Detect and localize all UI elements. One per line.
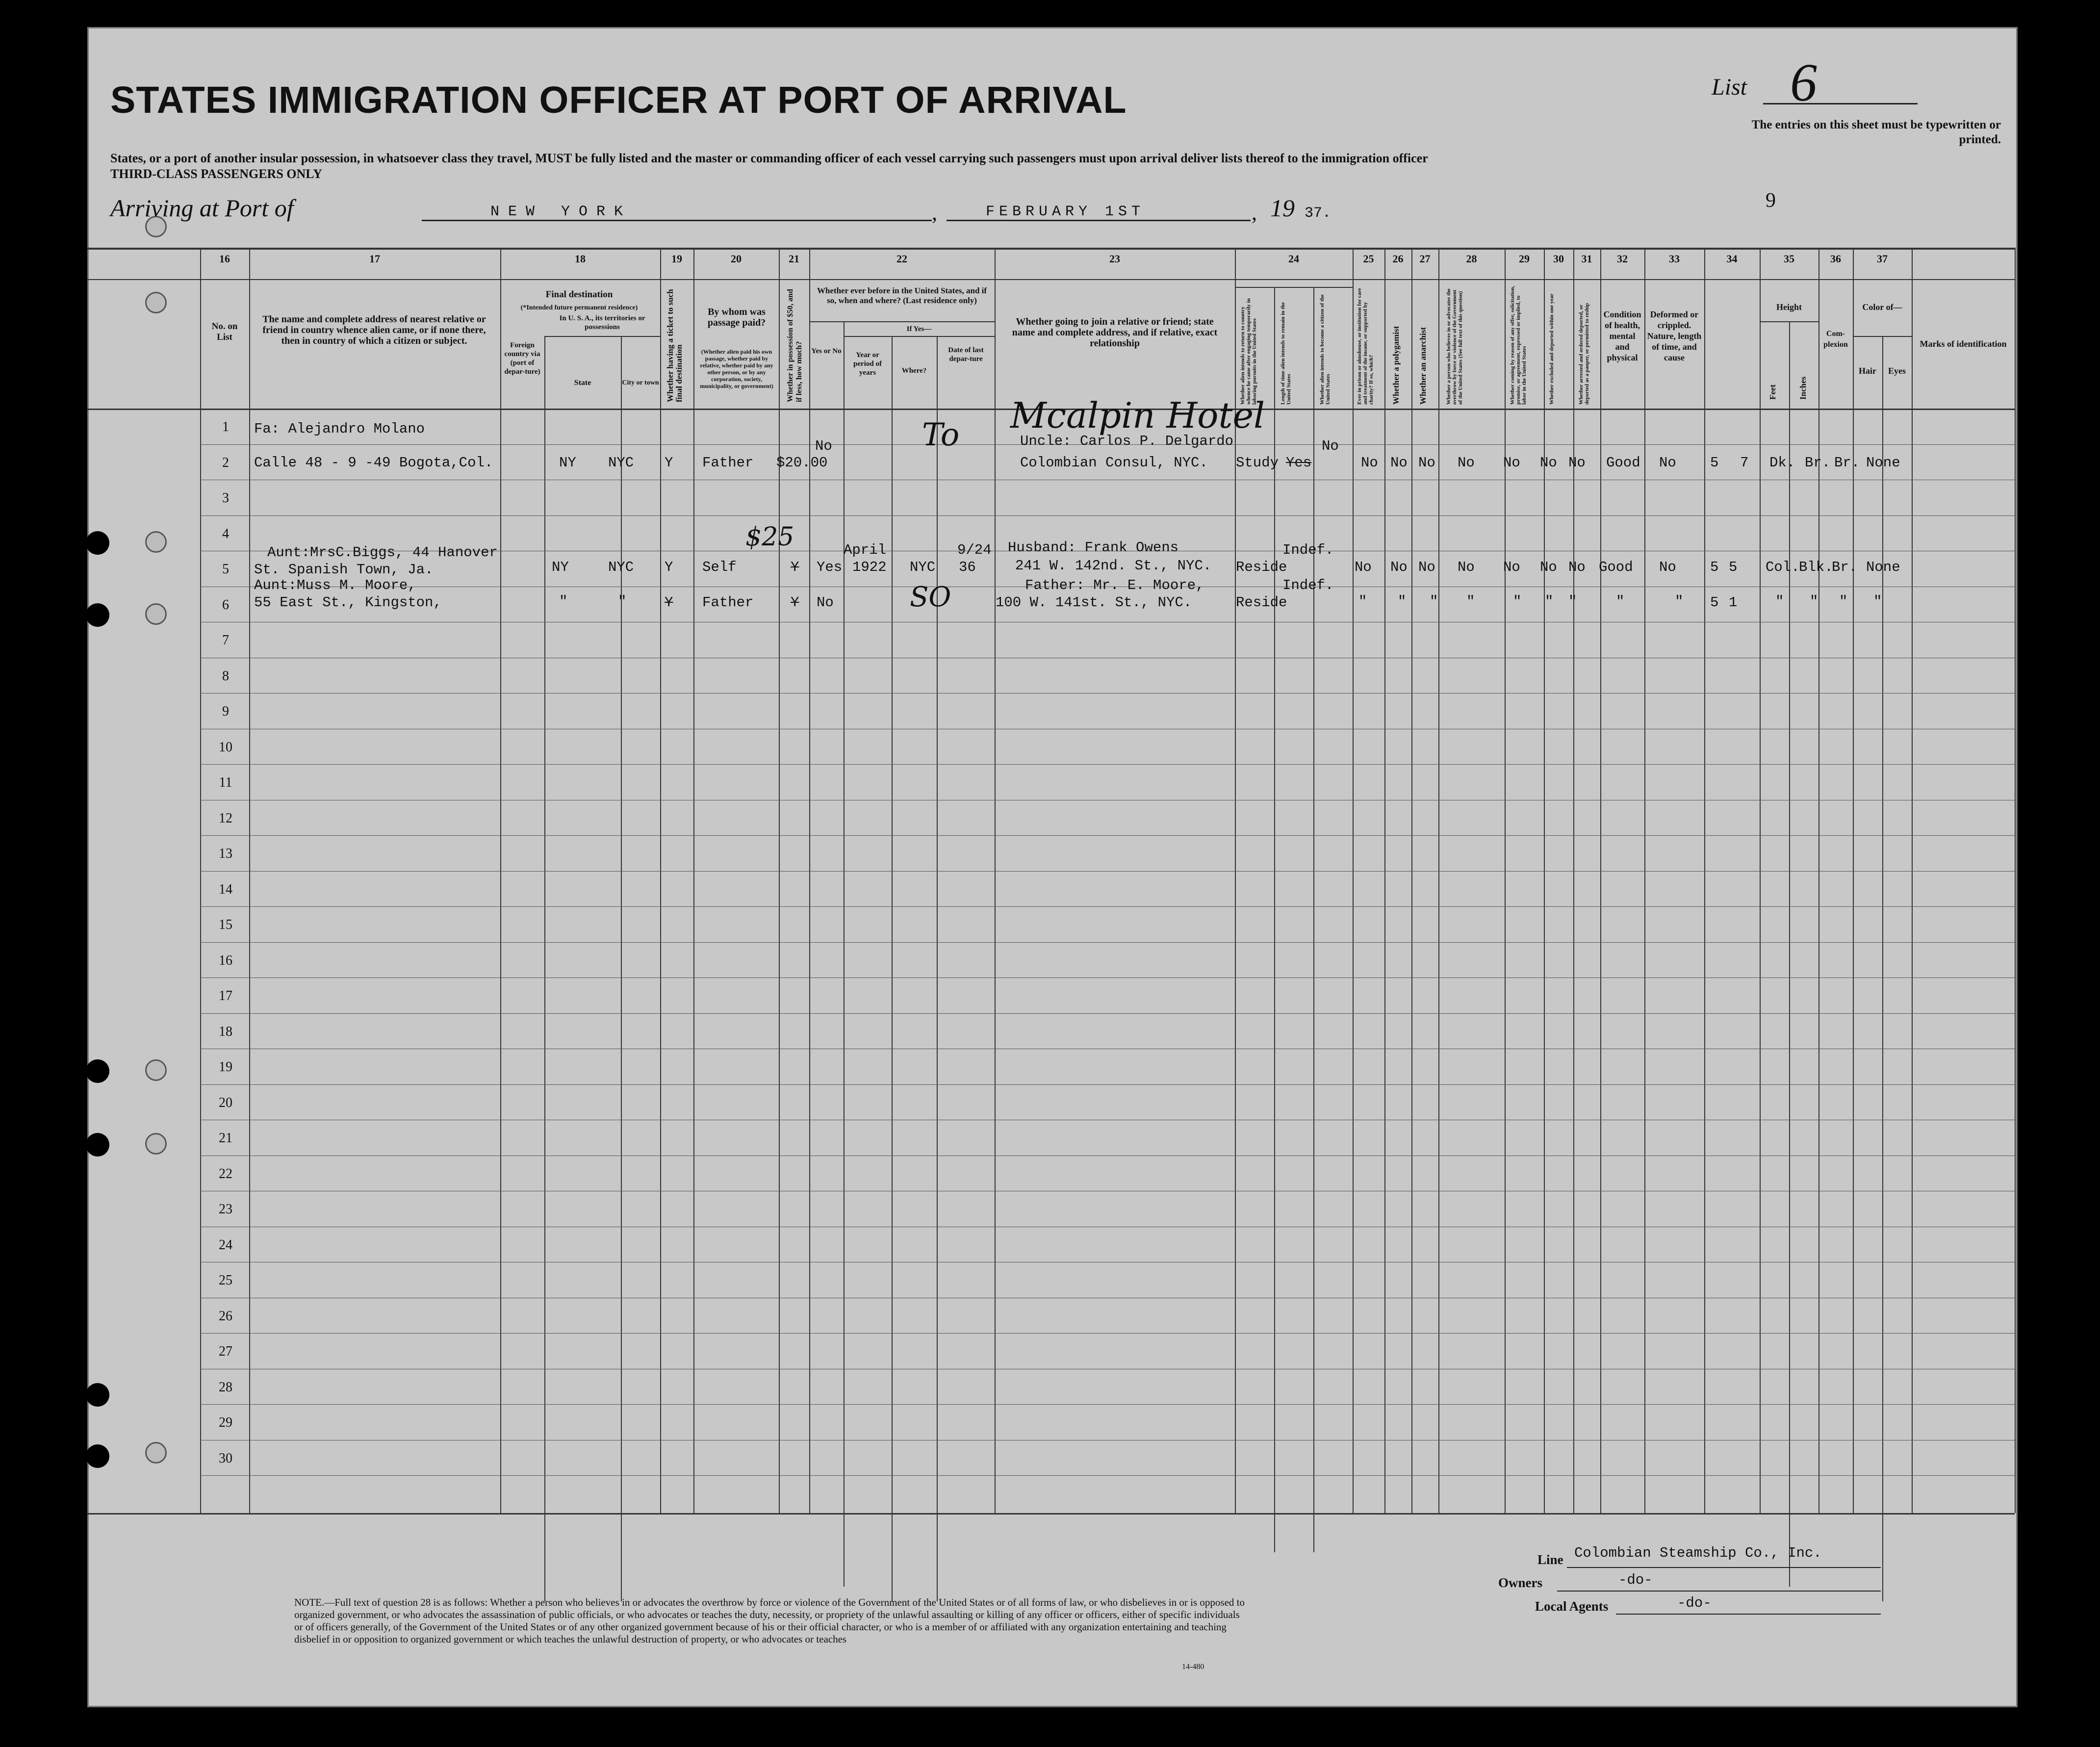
subheader-line [544,336,660,337]
agents-label: Local Agents [1535,1599,1609,1614]
line-value: Colombian Steamship Co., Inc. [1574,1545,1822,1561]
row-divider [200,942,2015,943]
row5-c25-ditto: " [1358,593,1367,610]
header-relative-address: The name and complete address of nearest relative or friend in country whence alien came, or if none there, then in country of which a citizen or subject. [262,314,486,346]
row5-c29-ditto: " [1513,593,1522,610]
row1-join-line2: Colombian Consul, NYC. [1020,455,1208,471]
table-bottom-border [87,1513,2015,1515]
row5-feet: 5 [1710,594,1719,611]
col-number: 25 [1363,253,1374,265]
row-number: 29 [219,1415,232,1430]
row-number: 8 [222,668,229,684]
row-number: 26 [219,1308,232,1324]
col-divider [1853,248,1854,1513]
row5-health-ditto: " [1616,593,1625,610]
header-prison: Ever in prison or almshouse, or institution for care and treatment of the insane, or supported by charity? If so, which? [1357,288,1374,405]
row5-purpose: Reside [1236,594,1287,611]
row4-join-line2: 241 W. 142nd. St., NYC. [1015,558,1212,574]
footer-note: NOTE.—Full text of question 28 is as follows: Whether a person who believes in or advocates the overthrow by force or violence of the Government of the United States or of all forms of law, or who disbelieves in or is opposed to organized government, or who advocates the assassination of public officials, or who advocates or teaches the duty, necessity, or propriety of the unlawful assaulting or killing of any officer or officers, either of specific individuals or of officers generally, of the Government of the United States or of any other organized government because of his or their official character, or who is a member of or affiliated with any organization entertaining and teaching disbelief in or opposition to organized government or which teaches the unlawful destruction of property, or who advocates or teaches [294,1596,1245,1645]
row4-relative-line2: St. Spanish Town, Ja. [254,562,434,578]
list-number: 6 [1790,52,1817,112]
col-number: 20 [731,253,742,265]
row1-money: $20.00 [776,455,828,471]
col-number: 21 [789,253,799,265]
row-divider [200,977,2015,978]
col-number: 35 [1784,253,1794,265]
row1-deformed: No [1659,455,1676,471]
row5-length: Indef. [1282,577,1334,593]
row1-relative-line2: Calle 48 - 9 -49 Bogota,Col. [254,455,493,471]
row1-ticket: Y [665,455,673,471]
colnum-divider [87,279,2015,280]
col-number: 19 [671,253,682,265]
row1-state: NY [559,455,576,471]
col-divider [1789,321,1790,1587]
col-divider [1704,248,1705,1513]
row-number: 12 [219,810,232,826]
col-divider [1544,248,1545,1513]
row5-city-ditto: " [618,593,627,610]
row5-c26-ditto: " [1398,593,1407,610]
row-divider [200,1333,2015,1334]
header-no-on-list: No. on List [211,321,238,342]
header-purpose-length: Length of time alien intends to remain in the United States [1280,302,1292,405]
row5-ticket: Y [665,594,673,611]
col-divider [892,336,893,1601]
col-divider [937,336,938,1601]
row-divider [200,693,2015,694]
row1-purpose-struck: Yes [1286,455,1312,471]
row5-state-ditto: " [559,593,568,610]
col-divider [1818,248,1819,1513]
row-number: 21 [219,1130,232,1146]
col-number: 26 [1392,253,1404,265]
row1-hair: Br. [1805,455,1831,471]
col-number: 27 [1419,253,1431,265]
row1-c31: No [1568,455,1586,471]
row-number: 4 [222,526,229,541]
handwritten-so: SO [910,581,951,613]
col-divider [621,336,622,1601]
row4-length: Indef. [1282,542,1334,558]
row-number: 14 [219,881,232,897]
row1-c26: No [1390,455,1408,471]
comma: , [932,201,937,225]
col-divider [693,248,694,1513]
col-divider [1644,248,1645,1513]
row-number: 28 [219,1379,232,1395]
row5-join-line1: Father: Mr. E. Moore, [1025,577,1204,593]
header-height: Height [1776,302,1802,312]
col-divider [779,248,780,1513]
row-number: 5 [222,562,229,577]
row-number: 9 [222,704,229,719]
row-number: 24 [219,1237,232,1253]
col-divider [1313,287,1314,1552]
row5-before: No [817,594,834,611]
col-number: 36 [1830,253,1841,265]
handwritten-hotel: Mcalpin Hotel [1010,395,1265,436]
row-divider [200,906,2015,907]
list-label: List [1712,74,1747,100]
row-number: 20 [219,1095,232,1110]
row1-c28: No [1458,455,1475,471]
col-number: 17 [369,253,380,265]
row1-c27: No [1418,455,1435,471]
header-city: City or town [622,379,659,386]
col-number: 16 [219,253,230,265]
row-number: 16 [219,952,232,968]
col-divider [660,248,661,1513]
col-number: 37 [1877,253,1888,265]
row1-before: No [815,438,832,454]
row4-hair: Blk. [1799,559,1833,575]
row-number: 27 [219,1344,232,1359]
col-number: 32 [1617,253,1628,265]
row-number: 6 [222,597,229,613]
col-divider [1235,248,1236,1513]
row-divider [200,1475,2015,1476]
row-number: 7 [222,633,229,648]
row4-c28: No [1458,559,1475,575]
col-divider [500,248,501,1513]
col-number: 33 [1669,253,1680,265]
row5-marks-ditto: " [1873,593,1882,610]
line-underline [1567,1567,1881,1568]
header-eyes: Eyes [1888,366,1906,376]
header-deformed: Deformed or crippled. Nature, length of time, and cause [1647,309,1702,362]
header-year: Year or period of years [853,351,882,377]
col-divider [844,321,845,1587]
col-number: 18 [575,253,586,265]
col-divider [544,336,545,1601]
row4-money: Y [791,559,799,575]
row5-inches: 1 [1729,594,1738,611]
row-number: 25 [219,1273,232,1288]
row-number: 15 [219,917,232,932]
header-where: Where? [901,367,927,375]
header-money: Whether in possession of $50, and if less, how much? [786,289,803,402]
row4-relative-line1: Aunt:MrsC.Biggs, 44 Hanover [267,544,498,561]
row-divider [200,764,2015,765]
row4-complexion: Col. [1766,559,1800,575]
row-number: 23 [219,1202,232,1217]
row4-c27: No [1418,559,1435,575]
row4-eyes: Br. [1832,559,1858,575]
row4-date-line2: 36 [959,559,976,575]
header-excluded: Whether excluded and deported within one year [1549,293,1555,405]
header-inches: Inches [1798,376,1808,400]
owners-label: Owners [1498,1575,1542,1590]
row1-citizen: No [1322,438,1339,454]
subtitle: States, or a port of another insular possession, in whatsoever class they travel, MUST be fully listed and the master or commanding officer of each vessel carrying such passengers must upon arrival deliver lists thereof to the immigration officer [110,151,1428,165]
row4-c29: No [1503,559,1520,575]
row-divider [200,871,2015,872]
row4-inches: 5 [1729,559,1738,575]
col-number: 22 [896,253,907,265]
header-ticket: Whether having a ticket to such final destination [666,289,684,402]
col-number: 29 [1519,253,1530,265]
row4-paid-by: Self [702,559,737,575]
row-divider [200,1084,2015,1085]
row4-year-line2: 1922 [852,559,887,575]
row4-purpose: Reside [1236,559,1287,575]
header-yes-no: Yes or No [811,347,842,355]
row1-c29: No [1503,455,1520,471]
subheader-line [844,336,995,337]
row5-c28-ditto: " [1466,593,1475,610]
row-number: 2 [222,455,229,470]
col-divider [1760,248,1761,1513]
row4-deformed: No [1659,559,1676,575]
row-number: 22 [219,1166,232,1182]
row-number: 3 [222,490,229,506]
port-value: NEW YORK [490,204,632,220]
col-divider [1600,248,1601,1513]
row1-c30: No [1540,455,1557,471]
arriving-label: Arriving at Port of [110,194,294,222]
header-passage-paid: By whom was passage paid? [707,307,766,328]
row5-join-line2: 100 W. 141st. St., NYC. [996,594,1192,611]
row-number: 11 [219,775,232,790]
row4-ticket: Y [665,559,673,575]
col-divider [1274,287,1275,1552]
col-divider [1353,248,1354,1513]
row-number: 13 [219,846,232,861]
row-number: 19 [219,1059,232,1075]
row5-relative-line2: 55 East St., Kingston, [254,594,442,611]
row5-paid-by: Father [702,594,754,611]
row5-hair-ditto: " [1810,593,1818,610]
row-divider [200,835,2015,836]
row4-marks: None [1866,559,1900,575]
header-purpose-citizen: Whether alien intends to become a citizen of the United States [1319,294,1331,405]
year-prefix: 19 [1270,194,1295,222]
row5-c31-ditto: " [1568,593,1577,610]
header-ever-before: Whether ever before in the United States, and if so, when and where? (Last residence only) [817,286,987,305]
row1-feet: 5 [1710,455,1719,471]
header-if-yes: If Yes— [906,325,932,333]
row-number: 17 [219,988,232,1003]
row5-deformed-ditto: " [1675,593,1684,610]
agents-underline [1616,1614,1881,1615]
agents-value: -do- [1677,1595,1712,1611]
col-divider [1438,248,1439,1513]
row5-c30-ditto: " [1545,593,1554,610]
handwritten-to: To [922,417,960,453]
header-passage-note: (Whether alien paid his own passage, whether paid by relative, whether paid by any other person, or by any corporation, society, municipality, or government) [700,348,773,389]
class-line: THIRD-CLASS PASSENGERS ONLY [110,167,323,181]
header-complexion: Com-plexion [1823,330,1848,349]
row1-health: Good [1606,455,1640,471]
row-number: 1 [222,419,229,435]
subheader-line [809,321,995,322]
row1-c25: No [1361,455,1378,471]
row1-eyes: Br. [1834,455,1860,471]
row1-paid-by: Father [702,455,754,471]
row1-relative-line1: Fa: Alejandro Molano [254,421,425,437]
row4-city: NYC [608,559,634,575]
row4-year-line1: April [844,542,887,558]
subheader-line [1760,321,1818,322]
form-number: 14-480 [1182,1663,1204,1671]
row5-eyes-ditto: " [1839,593,1848,610]
col-divider [1912,248,1913,1513]
row5-money: Y [791,594,799,611]
col-number: 31 [1581,253,1592,265]
header-state: State [574,379,591,387]
subheader-line [1235,287,1353,288]
date-value: FEBRUARY 1ST [986,204,1145,220]
sheet-mark: 9 [1766,189,1776,212]
header-overthrow: Whether a person who believes in or advocates the overthrow by force or violence of the Government of the United States (See full text of this question) [1446,288,1463,405]
col-divider [1573,248,1574,1513]
page-title: STATES IMMIGRATION OFFICER AT PORT OF ARRIVAL [110,79,1127,121]
row5-relative-line1: Aunt:Muss M. Moore, [254,577,416,593]
row5-complexion-ditto: " [1775,593,1784,610]
row5-c27-ditto: " [1430,593,1438,610]
header-feet: Feet [1768,384,1777,400]
header-join-relative: Whether going to join a relative or friend; state name and complete address, and if relative, exact relationship [1012,316,1218,349]
col-divider [1384,248,1385,1513]
row-divider [200,1404,2015,1405]
header-deported: Whether arrested and ordered deported, or deported as a pauper, or permitted to reship [1578,303,1590,405]
header-final-destination-note: (*Intended future permanent residence) [520,304,638,311]
col-divider [2015,248,2016,1513]
col-number: 30 [1553,253,1564,265]
header-polygamist: Whether a polygamist [1391,326,1401,405]
col-number: 23 [1109,253,1120,265]
row4-c30: No [1540,559,1557,575]
row4-c31: No [1568,559,1586,575]
row4-before: Yes [817,559,843,575]
header-final-destination: Final destination [545,289,613,300]
row4-c25: No [1355,559,1372,575]
header-health: Condition of health, mental and physical [1603,309,1641,362]
col-number: 24 [1288,253,1299,265]
header-anarchist: Whether an anarchist [1418,327,1428,405]
table-top-border [87,248,2015,250]
owners-value: -do- [1618,1572,1653,1588]
entries-note: The entries on this sheet must be typewritten or printed. [1751,118,2001,146]
row-divider [200,1013,2015,1014]
row-number: 18 [219,1024,232,1039]
header-date-departure: Date of last depar-ture [948,346,984,363]
header-hair: Hair [1859,366,1876,376]
col-divider [1505,248,1506,1513]
handwritten-money: $25 [745,522,794,552]
row4-join-line1: Husband: Frank Owens [1008,540,1179,556]
row1-inches: 7 [1740,455,1749,471]
row-divider [200,515,2015,516]
comma: , [1252,201,1257,225]
row4-feet: 5 [1710,559,1719,575]
col-number: 28 [1466,253,1477,265]
row-number: 30 [219,1450,232,1466]
row1-marks: None [1866,455,1900,471]
row4-c26: No [1390,559,1408,575]
col-divider [809,248,810,1513]
line-label: Line [1537,1552,1563,1567]
row1-complexion: Dk. [1769,455,1795,471]
header-marks: Marks of identification [1920,339,2007,349]
row1-city: NYC [608,455,634,471]
row-number: 10 [219,739,232,755]
row1-join-line1: Uncle: Carlos P. Delgardo [1020,433,1234,449]
col-divider [1411,248,1412,1513]
header-in-usa: In U. S. A., its territories or possessions [559,314,645,331]
header-foreign-country: Foreign country via (port of depar-ture) [504,341,540,376]
col-divider [1882,336,1883,1601]
header-labor-offer: Whether coming by reason of any offer, solicitation, promise, or agreement, expressed or implied, to labor in the United States [1510,285,1527,405]
subheader-line [1853,336,1912,337]
year-suffix: 37. [1305,205,1332,222]
col-number: 34 [1726,253,1738,265]
row4-health: Good [1599,559,1633,575]
row1-purpose: Study [1236,455,1279,471]
row4-date-line1: 9/24 [957,542,992,558]
list-line [1763,103,1918,104]
col-divider [995,248,996,1513]
header-color: Color of— [1862,302,1902,312]
owners-underline [1557,1591,1881,1592]
header-purpose-return: Whether alien intends to return to country whence he came after engaging temporarily in laboring pursuits in the United States [1240,298,1257,405]
row4-state: NY [552,559,569,575]
row4-where: NYC [910,559,936,575]
